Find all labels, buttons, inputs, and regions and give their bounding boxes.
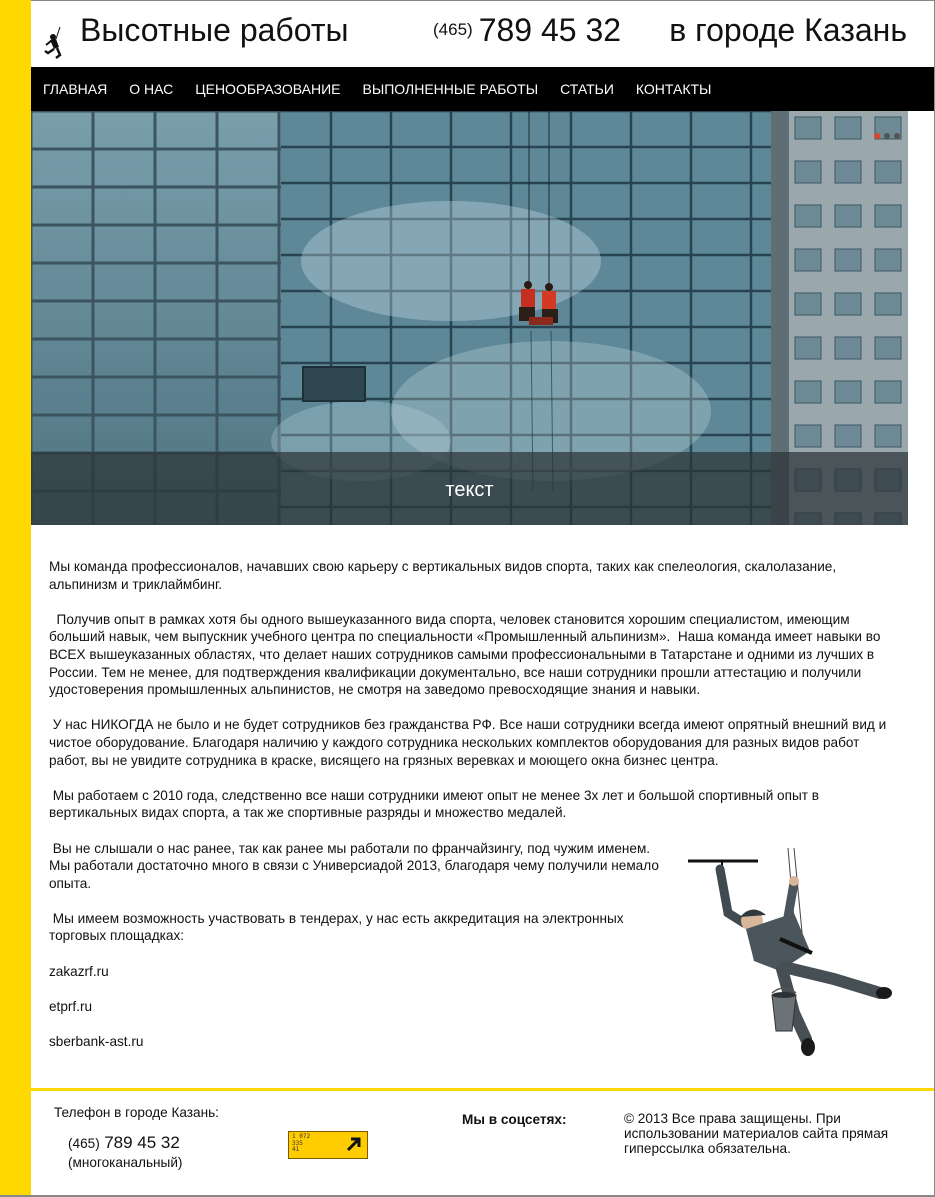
left-yellow-stripe	[0, 0, 31, 1197]
header-phone-number: 789 45 32	[478, 12, 622, 48]
tenders-paragraph: Мы имеем возможность участвовать в тендерах, у нас есть аккредитация на электронных торговых площадках:	[49, 910, 624, 944]
footer-phone-label: Телефон в городе Казань:	[54, 1105, 219, 1120]
hero-slider[interactable]	[31, 111, 908, 525]
slider-dot-3[interactable]	[894, 133, 900, 139]
climber-logo-icon[interactable]	[42, 27, 72, 61]
staff-paragraph: У нас НИКОГДА не было и не будет сотрудников без гражданства РФ. Все наши сотрудники всегда имеют опрятный внешний вид и чистое оборудование. Благодаря наличию у каждого сотрудника нескольких комплектов оборудования для разных видов работ работ, вы не увидите сотрудника в краске, висящего на грязных веревках и моющего окна бизнес центра.	[49, 717, 887, 768]
footer-divider	[31, 1088, 934, 1091]
link-etprf[interactable]: etprf.ru	[49, 998, 93, 1014]
footer-phone-note: (многоканальный)	[68, 1155, 183, 1170]
nav-item-portfolio[interactable]: ВЫПОЛНЕННЫЕ РАБОТЫ	[362, 81, 539, 97]
link-sberbank-ast[interactable]: sberbank-ast.ru	[49, 1034, 144, 1050]
header-city: в городе Казань	[669, 12, 907, 48]
site-header	[31, 0, 934, 67]
header-phone-code: (465)	[433, 20, 473, 39]
footer-phone[interactable]	[68, 1133, 180, 1153]
franchise-paragraph: Вы не слышали о нас ранее, так как ранее мы работали по франчайзингу, под чужим именем. Мы работали достаточно много в связи с Универсиадой 2013, благодаря чему получили немало опыта.	[49, 840, 659, 891]
nav-item-articles[interactable]: СТАТЬИ	[560, 81, 614, 97]
intro-paragraph: Мы команда профессионалов, начавших свою карьеру с вертикальных видов спорта, таких как спелеология, скалолазание, альпинизм и триклаймбинг.	[49, 559, 837, 592]
main-nav	[31, 67, 934, 111]
header-phone[interactable]	[433, 12, 621, 49]
copyright-text: © 2013 Все права защищены. При использовании материалов сайта прямая гиперссылка обязательна.	[624, 1111, 889, 1156]
nav-item-pricing[interactable]: ЦЕНООБРАЗОВАНИЕ	[195, 81, 341, 97]
link-zakazrf[interactable]: zakazrf.ru	[49, 963, 109, 979]
footer-phone-number: 789 45 32	[104, 1133, 180, 1152]
slider-caption-bar	[31, 452, 908, 525]
nav-item-contacts[interactable]: КОНТАКТЫ	[635, 81, 712, 97]
slider-dot-2[interactable]	[884, 133, 890, 139]
slider-caption: текст	[445, 479, 494, 501]
counter-arrow-icon	[345, 1135, 363, 1153]
experience-paragraph: Получив опыт в рамках хотя бы одного вышеуказанного вида спорта, человек становится хорошим специалистом, имеющим больший навык, чем выпускник учебного центра по специальности «Промышленный альпинизм». Наша команда имеет навыки во ВСЕХ вышеуказанных областях, что делает наших сотрудников самыми профессиональными в Татарстане и одними из лучших в России. Тем не менее, для подтверждения квалификации документально, все наши сотрудники прошли аттестацию и получили удостоверения промышленных альпинистов, не смотря на заведомо превосходящие знания и навыки.	[49, 611, 881, 698]
nav-item-home[interactable]: ГЛАВНАЯ	[43, 81, 108, 97]
window-cleaner-image	[684, 843, 894, 1058]
since-2010-paragraph: Мы работаем с 2010 года, следственно все наши сотрудники имеют опыт не менее 3х лет и большой спортивный опыт в вертикальных видах спорта, а так же спортивные разряды и множество медалей.	[49, 787, 819, 821]
site-title[interactable]: Высотные работы	[80, 12, 349, 48]
nav-item-about[interactable]: О НАС	[129, 81, 174, 97]
counter-line-1: 1 072	[292, 1133, 311, 1140]
visitor-counter[interactable]	[288, 1131, 368, 1159]
counter-line-3: 41	[292, 1146, 300, 1153]
slider-dots	[874, 133, 900, 139]
social-label: Мы в соцсетях:	[462, 1112, 567, 1127]
slider-dot-1[interactable]	[874, 133, 880, 139]
footer-phone-code: (465)	[68, 1136, 100, 1151]
counter-line-2: 335	[292, 1139, 303, 1147]
